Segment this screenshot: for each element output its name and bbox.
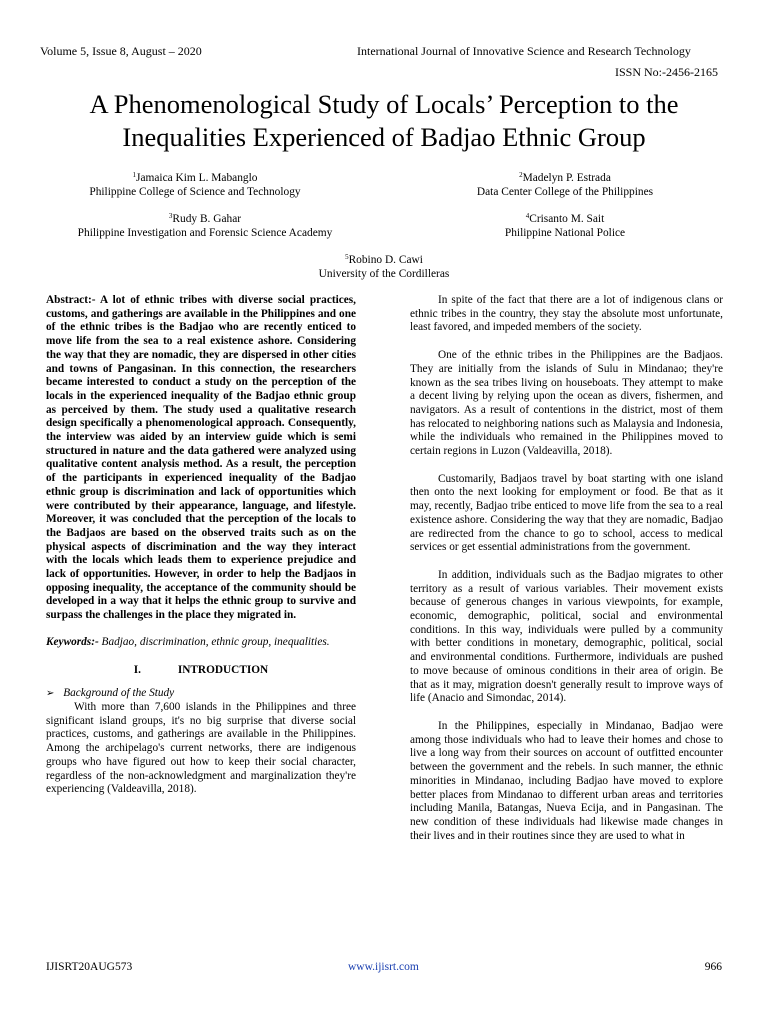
author-sup: 1 [132,171,137,179]
left-column [46,294,356,797]
author-affiliation: University of the Cordilleras [318,268,450,280]
author-3 [40,209,370,240]
footer-page-number: 966 [704,961,722,973]
author-name: Rudy B. Gahar [172,213,242,225]
right-column [410,294,723,843]
header-journal: International Journal of Innovative Science and Research Technology [357,44,691,58]
author-2 [420,168,710,199]
paper-title: A Phenomenological Study of Locals’ Perception to the Inequalities Experienced of Badjao Ethnic Group [89,89,679,152]
author-sup: 3 [168,212,173,220]
author-affiliation: Philippine National Police [504,227,626,239]
footer-code: IJISRT20AUG573 [46,961,133,973]
keywords-label: Keywords:- [46,635,99,648]
header-volume: Volume 5, Issue 8, August – 2020 [40,44,202,58]
header-issn: ISSN No:-2456-2165 [614,65,718,79]
keywords-text: Badjao, discrimination, ethnic group, inequalities. [101,635,330,648]
author-affiliation: Data Center College of the Philippines [476,186,654,198]
author-affiliation: Philippine College of Science and Technology [89,186,301,198]
author-name: Madelyn P. Estrada [522,172,611,184]
body-paragraph: In spite of the fact that there are a lot of indigenous clans or ethnic tribes in the country, they stay the absolute most unfortunate, least favored, and impeded members of the society. [410,294,723,334]
keywords [46,636,356,650]
body-paragraph: Customarily, Badjaos travel by boat starting with one island then onto the next looking for employment or food. Be that as it may, recently, Badjao tribe enticed to move life from the sea to a real existence ashore. Considering the way that they are nomadic, Badjao are redirected from the chance to go to school, access to medical services or get essential administrations from the government. [410,472,723,554]
subheading-text: Background of the Study [63,687,175,700]
arrow-bullet-icon: ➢ [46,688,55,700]
section-number: I. [133,663,141,676]
author-name: Crisanto M. Sait [529,213,605,225]
author-4 [420,209,710,240]
subheading [46,687,356,701]
body-paragraph: One of the ethnic tribes in the Philippines are the Badjaos. They are initially from the islands of Sulu in Mindanao; they're known as the sea tribes living on houseboats. They attempt to make a decent living by relying upon the ocean as divers, fishermen, and navigators. As a result of contentions in the district, most of them has relocated to neighboring nations such as Malaysia and Indonesia, while the individuals who remained in the Philippines moved to certain regions in Luzon (Valdeavilla, 2018). [410,349,723,458]
section-heading [46,664,356,678]
abstract: Abstract:- A lot of ethnic tribes with diverse social practices, customs, and gatherings are available in the Philippines and one of the ethnic tribes is the Badjao who are recently enticed to move life from the sea to a real existence ashore. Considering the way that they are nomadic, they are dispersed in other cities and towns of Pangasinan. In this connection, the researchers became interested to conduct a study on the perception of the locals in the experienced inequality of the Badjao ethnic group as perceived by them. The study used a qualitative research design specifically a phenomenological approach. Consequently, the interview was aided by an interview guide which is semi structured in nature and the data gathered were analyzed using qualitative content analysis method. As a result, the perception of the participants in experienced inequality of the Badjao ethnic group is discrimination and lack of opportunities which were contributed by their appearance, language, and lifestyle. Moreover, it was concluded that the perception of the locals to the Badjaos are based on the observed traits such as on the physical aspects of discrimination and the way they interact with the locals which leads them to experience prejudice and lack of opportunities. However, in order to help the Badjaos in opposing inequality, the acceptance of the community should be developed in a way that it helps the ethnic group to survive and surpass the challenges in the place they migrated in. [46,294,356,622]
author-affiliation: Philippine Investigation and Forensic Science Academy [77,227,333,239]
body-paragraph: In the Philippines, especially in Mindanao, Badjao were among those individuals who had to leave their homes and chose to live a long way from their sources on account of outfitted encounter between the government and the rebels. In such manner, the ethnic minorities in Mindanao, including Badjao have moved to explore better places from Mindanao to different urban areas and territories including Manila, Batangas, Nueva Ecija, and in Pangasinan. The new condition of these individuals had likewise made changes in their lives and in their routines since they are used to what in [410,719,723,842]
author-sup: 2 [519,171,523,179]
author-1 [50,168,340,199]
author-name: Robino D. Cawi [348,254,423,266]
author-name: Jamaica Kim L. Mabanglo [136,172,258,184]
footer-url-link[interactable]: www.ijisrt.com [348,961,419,973]
author-sup: 4 [525,212,530,220]
author-5 [234,250,534,281]
body-paragraph: In addition, individuals such as the Badjao migrates to other territory as a result of various variables. Their movement exists because of generous changes in various viewpoints, for example, economic, demographic, political, social and environmental conditions. In this way, individuals were pulled by a community with better conditions in monetary, demographic, political, social and environmental conditions. Furthermore, individuals are pushed to move because of ominous conditions in their area of origin. Be that as it may, migration doesn't generally result to improve ways of life (Anacio and Simondac, 2014). [410,568,723,705]
intro-paragraph: With more than 7,600 islands in the Philippines and three significant island groups, it's no big surprise that diverse social practices, customs, and gatherings are available in the Philippines. Among the archipelago's current networks, there are indigenous groups who have figured out how to keep their social character, regardless of the non-acknowledgment and marginalization they're experiencing (Valdeavilla, 2018). [46,700,356,796]
author-sup: 5 [345,253,349,261]
section-title: INTRODUCTION [177,663,269,676]
